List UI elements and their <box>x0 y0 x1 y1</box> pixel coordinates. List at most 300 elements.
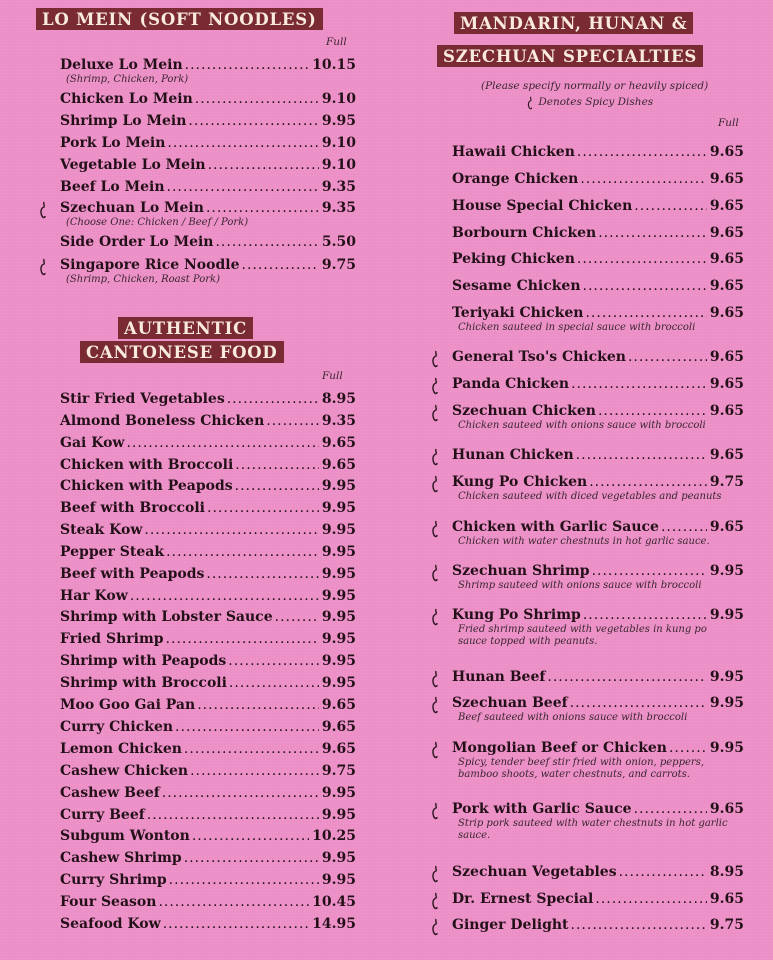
menu-item-row <box>452 562 744 580</box>
menu-item-price: 9.65 <box>709 376 744 392</box>
dot-leader <box>229 674 319 692</box>
dot-leader <box>628 348 707 366</box>
menu-item-name: Chicken Lo Mein <box>60 91 193 107</box>
menu-item-name: Moo Goo Gai Pan <box>60 697 196 713</box>
dot-leader <box>227 390 319 408</box>
menu-item-name: Curry Shrimp <box>60 872 167 888</box>
menu-item-price: 9.65 <box>709 801 744 817</box>
menu-item <box>60 112 356 132</box>
menu-item-description: Spicy, tender beef stir fried with onion, peppers, <box>458 757 704 768</box>
menu-item-row <box>452 170 744 188</box>
dot-leader <box>197 696 319 714</box>
pepper-icon <box>430 448 440 466</box>
menu-item-description: Strip pork sauteed with water chestnuts in hot garlic <box>458 818 728 829</box>
menu-item <box>452 375 744 395</box>
dot-leader <box>206 199 319 217</box>
menu-item-row <box>60 718 356 736</box>
menu-item-price: 9.75 <box>321 257 356 273</box>
menu-item-price: 9.65 <box>709 278 744 294</box>
menu-item <box>60 762 356 782</box>
menu-item-price: 9.95 <box>709 607 744 623</box>
menu-item-name: General Tso's Chicken <box>452 349 626 365</box>
menu-item-price: 8.95 <box>709 864 744 880</box>
dot-leader <box>634 800 707 818</box>
dot-leader <box>577 250 707 268</box>
menu-item-price: 10.45 <box>312 894 356 910</box>
specialties-header-line1: MANDARIN, HUNAN & <box>454 12 693 34</box>
menu-item-price: 9.10 <box>321 135 356 151</box>
menu-item-name: Subgum Wonton <box>60 828 190 844</box>
menu-item <box>452 277 744 297</box>
menu-item <box>452 348 744 368</box>
menu-item <box>60 156 356 176</box>
dot-leader <box>158 893 309 911</box>
menu-item-row <box>60 696 356 714</box>
lo-mein-full-label: Full <box>326 36 347 48</box>
menu-item-description: Chicken sauteed in special sauce with broccoli <box>458 322 696 333</box>
menu-item <box>452 890 744 910</box>
menu-item <box>60 784 356 804</box>
menu-item-name: Szechuan Chicken <box>452 403 596 419</box>
dot-leader <box>130 587 319 605</box>
dot-leader <box>185 56 310 74</box>
menu-item-price: 9.65 <box>709 305 744 321</box>
menu-item-name: Dr. Ernest Special <box>452 891 594 907</box>
menu-item <box>60 893 356 913</box>
dot-leader <box>598 402 707 420</box>
menu-item <box>60 718 356 738</box>
menu-item-name: Sesame Chicken <box>452 278 581 294</box>
pepper-icon <box>38 258 48 276</box>
menu-item-row <box>60 871 356 889</box>
menu-item <box>452 473 744 502</box>
menu-item-row <box>452 402 744 420</box>
menu-item-name: Beef with Broccoli <box>60 500 206 516</box>
menu-item-row <box>452 446 744 464</box>
menu-item-price: 9.65 <box>709 349 744 365</box>
menu-item-name: Gai Kow <box>60 435 125 451</box>
dot-leader <box>235 456 319 474</box>
pepper-icon <box>430 404 440 422</box>
menu-item-row <box>60 90 356 108</box>
menu-item-name: Steak Kow <box>60 522 143 538</box>
dot-leader <box>592 562 707 580</box>
menu-item-name: Teriyaki Chicken <box>452 305 584 321</box>
dot-leader <box>192 827 309 845</box>
menu-item <box>452 518 744 547</box>
menu-item-price: 9.65 <box>321 457 356 473</box>
menu-item-price: 14.95 <box>312 916 356 932</box>
menu-item-row <box>60 784 356 802</box>
dot-leader <box>547 668 707 686</box>
menu-item-price: 9.65 <box>709 403 744 419</box>
menu-item-price: 9.75 <box>709 474 744 490</box>
cantonese-full-label: Full <box>322 370 343 382</box>
menu-item-description: (Shrimp, Chicken, Pork) <box>66 74 189 85</box>
pepper-icon <box>430 350 440 368</box>
dot-leader <box>228 652 319 670</box>
menu-item <box>60 199 356 228</box>
menu-item-description: Fried shrimp sauteed with vegetables in kung po <box>458 624 707 635</box>
dot-leader <box>207 499 319 517</box>
menu-item <box>452 197 744 217</box>
menu-item <box>60 587 356 607</box>
menu-item <box>60 674 356 694</box>
dot-leader <box>188 112 318 130</box>
menu-item-description: sauce. <box>458 829 491 841</box>
menu-item-name: Chicken with Broccoli <box>60 457 234 473</box>
menu-item-name: Szechuan Shrimp <box>452 563 590 579</box>
menu-item <box>60 90 356 110</box>
menu-item <box>60 456 356 476</box>
pepper-icon <box>38 201 48 219</box>
menu-item <box>452 250 744 270</box>
pepper-icon <box>430 564 440 582</box>
menu-item <box>60 134 356 154</box>
menu-item-row <box>60 893 356 911</box>
menu-item-row <box>452 250 744 268</box>
menu-item <box>60 499 356 519</box>
menu-item <box>60 806 356 826</box>
menu-item-row <box>60 456 356 474</box>
menu-item <box>452 143 744 163</box>
dot-leader <box>583 606 707 624</box>
menu-item-name: Beef Lo Mein <box>60 179 165 195</box>
menu-item-row <box>60 256 356 274</box>
menu-item <box>452 170 744 190</box>
menu-item-price: 9.95 <box>709 740 744 756</box>
dot-leader <box>571 375 707 393</box>
menu-item-row <box>452 668 744 686</box>
dot-leader <box>242 256 319 274</box>
menu-item-price: 10.25 <box>312 828 356 844</box>
dot-leader <box>571 916 707 934</box>
menu-item-description: Beef sauteed with onions sauce with broccoli <box>458 712 688 723</box>
dot-leader <box>162 784 319 802</box>
menu-item <box>60 434 356 454</box>
menu-item-name: Kung Po Chicken <box>452 474 588 490</box>
dot-leader <box>661 518 707 536</box>
menu-item-name: Curry Chicken <box>60 719 174 735</box>
menu-item-name: Shrimp Lo Mein <box>60 113 187 129</box>
menu-item-name: Four Season <box>60 894 157 910</box>
menu-item-price: 9.10 <box>321 91 356 107</box>
menu-item-row <box>452 916 744 934</box>
menu-item <box>60 521 356 541</box>
menu-item-description: (Shrimp, Chicken, Roast Pork) <box>66 274 221 285</box>
menu-item <box>60 543 356 563</box>
menu-item-name: Ginger Delight <box>452 917 569 933</box>
menu-item-price: 9.65 <box>709 891 744 907</box>
menu-item-price: 9.95 <box>321 631 356 647</box>
dot-leader <box>167 134 318 152</box>
menu-item-row <box>60 915 356 933</box>
menu-item <box>60 390 356 410</box>
spicy-legend <box>525 96 653 110</box>
menu-item-price: 9.95 <box>709 563 744 579</box>
menu-item-price: 9.95 <box>321 872 356 888</box>
menu-item-description: Chicken sauteed with onions sauce with broccoli <box>458 420 706 431</box>
menu-item-name: Borbourn Chicken <box>452 225 597 241</box>
menu-item-row <box>452 800 744 818</box>
menu-item-price: 9.65 <box>321 741 356 757</box>
menu-item <box>60 740 356 760</box>
menu-item <box>452 224 744 244</box>
menu-item <box>452 446 744 466</box>
menu-item-name: Almond Boneless Chicken <box>60 413 265 429</box>
menu-item-price: 9.65 <box>709 251 744 267</box>
menu-item-row <box>452 473 744 491</box>
menu-item <box>60 696 356 716</box>
menu-item-name: Har Kow <box>60 588 128 604</box>
dot-leader <box>580 170 707 188</box>
cantonese-header-line1: AUTHENTIC <box>118 317 253 339</box>
menu-item-name: Lemon Chicken <box>60 741 182 757</box>
menu-item-row <box>60 630 356 648</box>
menu-item-row <box>60 827 356 845</box>
menu-item-row <box>60 134 356 152</box>
menu-item-row <box>60 608 356 626</box>
dot-leader <box>634 197 707 215</box>
cantonese-header-line2: CANTONESE FOOD <box>80 341 284 363</box>
pepper-icon <box>430 865 440 883</box>
menu-item <box>60 827 356 847</box>
menu-item-name: Peking Chicken <box>452 251 575 267</box>
dot-leader <box>166 543 319 561</box>
menu-item-name: Curry Beef <box>60 807 145 823</box>
menu-item-row <box>60 565 356 583</box>
menu-item-row <box>60 762 356 780</box>
menu-item-row <box>60 56 356 74</box>
pepper-icon <box>430 696 440 714</box>
menu-item-description: Chicken with water chestnuts in hot garlic sauce. <box>458 536 710 547</box>
menu-item-row <box>452 375 744 393</box>
menu-item-row <box>452 348 744 366</box>
menu-item-name: Seafood Kow <box>60 916 161 932</box>
menu-item-name: Cashew Shrimp <box>60 850 182 866</box>
dot-leader <box>583 277 707 295</box>
menu-item <box>60 477 356 497</box>
menu-item-price: 9.95 <box>321 478 356 494</box>
dot-leader <box>166 630 319 648</box>
menu-item-name: Vegetable Lo Mein <box>60 157 206 173</box>
dot-leader <box>570 694 707 712</box>
menu-item <box>452 562 744 591</box>
menu-item-row <box>452 143 744 161</box>
menu-item <box>60 256 356 285</box>
menu-item-price: 9.95 <box>321 609 356 625</box>
menu-item <box>60 630 356 650</box>
dot-leader <box>275 608 319 626</box>
menu-item-price: 9.35 <box>321 200 356 216</box>
menu-item <box>60 412 356 432</box>
menu-item-name: Side Order Lo Mein <box>60 234 214 250</box>
menu-item-price: 9.65 <box>321 435 356 451</box>
dot-leader <box>195 90 319 108</box>
dot-leader <box>595 890 707 908</box>
menu-item-price: 9.95 <box>321 500 356 516</box>
menu-item-price: 9.95 <box>321 807 356 823</box>
menu-item-price: 9.95 <box>321 588 356 604</box>
menu-item <box>60 233 356 253</box>
menu-item <box>60 608 356 628</box>
menu-item <box>452 304 744 333</box>
menu-item-row <box>452 224 744 242</box>
menu-item-price: 9.95 <box>321 653 356 669</box>
menu-item-name: Chicken with Garlic Sauce <box>452 519 659 535</box>
pepper-icon <box>430 475 440 493</box>
menu-item-name: Shrimp with Peapods <box>60 653 227 669</box>
menu-item <box>452 739 744 780</box>
menu-item-name: Cashew Beef <box>60 785 160 801</box>
dot-leader <box>669 739 707 757</box>
menu-item-row <box>452 277 744 295</box>
menu-item-price: 9.95 <box>321 522 356 538</box>
dot-leader <box>585 304 706 322</box>
menu-item-row <box>60 674 356 692</box>
menu-item <box>452 863 744 883</box>
menu-item-price: 10.15 <box>312 57 356 73</box>
menu-item-description: Chicken sauteed with diced vegetables and peanuts <box>458 491 722 502</box>
dot-leader <box>184 740 319 758</box>
menu-item-row <box>60 543 356 561</box>
menu-item-price: 9.95 <box>321 544 356 560</box>
spicy-legend-text: Denotes Spicy Dishes <box>538 96 654 108</box>
pepper-icon <box>430 892 440 910</box>
menu-item <box>452 606 744 647</box>
menu-item-name: Pork with Garlic Sauce <box>452 801 632 817</box>
menu-item-row <box>452 739 744 757</box>
menu-item-price: 9.95 <box>321 785 356 801</box>
dot-leader <box>619 863 707 881</box>
menu-item-row <box>60 849 356 867</box>
menu-item <box>452 694 744 723</box>
menu-item-name: Szechuan Lo Mein <box>60 200 204 216</box>
menu-item-price: 9.65 <box>709 225 744 241</box>
menu-item-row <box>60 740 356 758</box>
dot-leader <box>126 434 318 452</box>
pepper-icon <box>430 520 440 538</box>
menu-item-name: Beef with Peapods <box>60 566 205 582</box>
menu-item-name: Shrimp with Lobster Sauce <box>60 609 273 625</box>
menu-item <box>60 871 356 891</box>
menu-item-price: 9.95 <box>321 675 356 691</box>
dot-leader <box>144 521 319 539</box>
menu-item-row <box>452 304 744 322</box>
menu-item-name: Orange Chicken <box>452 171 579 187</box>
menu-item-row <box>60 412 356 430</box>
pepper-icon <box>525 96 535 110</box>
menu-item-row <box>452 197 744 215</box>
dot-leader <box>184 849 319 867</box>
menu-item-price: 9.65 <box>321 697 356 713</box>
menu-item-row <box>452 863 744 881</box>
menu-item <box>60 178 356 198</box>
menu-item-price: 9.95 <box>709 695 744 711</box>
menu-item-price: 8.95 <box>321 391 356 407</box>
dot-leader <box>266 412 319 430</box>
menu-item-price: 9.95 <box>321 566 356 582</box>
menu-item <box>452 402 744 431</box>
menu-item-name: Mongolian Beef or Chicken <box>452 740 667 756</box>
menu-item-row <box>452 606 744 624</box>
menu-item-name: Pepper Steak <box>60 544 165 560</box>
menu-item-name: Szechuan Beef <box>452 695 568 711</box>
menu-item-row <box>60 390 356 408</box>
menu-item-row <box>60 499 356 517</box>
menu-item <box>60 565 356 585</box>
dot-leader <box>163 915 309 933</box>
menu-item-price: 5.50 <box>321 234 356 250</box>
dot-leader <box>235 477 319 495</box>
specialties-full-label: Full <box>718 117 739 129</box>
menu-item-row <box>60 434 356 452</box>
menu-item-price: 9.95 <box>321 113 356 129</box>
menu-item-row <box>60 652 356 670</box>
menu-item-name: Shrimp with Broccoli <box>60 675 227 691</box>
menu-item-price: 9.65 <box>709 447 744 463</box>
menu-item-name: Kung Po Shrimp <box>452 607 581 623</box>
menu-item-row <box>60 199 356 217</box>
dot-leader <box>169 871 319 889</box>
menu-item-row <box>60 521 356 539</box>
pepper-icon <box>430 670 440 688</box>
menu-item-name: Hawaii Chicken <box>452 144 575 160</box>
dot-leader <box>147 806 319 824</box>
menu-item <box>60 849 356 869</box>
menu-item-price: 9.65 <box>321 719 356 735</box>
menu-item <box>452 916 744 936</box>
menu-item-name: Hunan Beef <box>452 669 546 685</box>
menu-item-name: Panda Chicken <box>452 376 570 392</box>
specialties-header-line2: SZECHUAN SPECIALTIES <box>437 45 703 67</box>
menu-item-price: 9.75 <box>709 917 744 933</box>
dot-leader <box>175 718 319 736</box>
menu-item <box>60 652 356 672</box>
pepper-icon <box>430 608 440 626</box>
dot-leader <box>577 143 707 161</box>
menu-item-name: Hunan Chicken <box>452 447 574 463</box>
menu-item-name: Pork Lo Mein <box>60 135 166 151</box>
menu-item-price: 9.65 <box>709 198 744 214</box>
dot-leader <box>206 565 319 583</box>
menu-item-name: Fried Shrimp <box>60 631 164 647</box>
menu-item-row <box>60 587 356 605</box>
menu-item-name: Szechuan Vegetables <box>452 864 617 880</box>
pepper-icon <box>430 802 440 820</box>
menu-item-price: 9.35 <box>321 413 356 429</box>
menu-item-row <box>60 806 356 824</box>
dot-leader <box>208 156 319 174</box>
menu-item-name: Deluxe Lo Mein <box>60 57 183 73</box>
menu-item-name: Stir Fried Vegetables <box>60 391 225 407</box>
pepper-icon <box>430 918 440 936</box>
menu-item-row <box>452 890 744 908</box>
menu-item <box>452 668 744 688</box>
menu-item-name: Chicken with Peapods <box>60 478 233 494</box>
menu-item-name: Cashew Chicken <box>60 763 189 779</box>
menu-item-price: 9.65 <box>709 171 744 187</box>
menu-item-name: Singapore Rice Noodle <box>60 257 240 273</box>
menu-item-description: bamboo shoots, water chestnuts, and carrots. <box>458 768 690 780</box>
menu-item-price: 9.65 <box>709 144 744 160</box>
menu-item-description: (Choose One: Chicken / Beef / Pork) <box>66 217 249 228</box>
spice-note: (Please specify normally or heavily spiced) <box>481 80 709 92</box>
menu-item-price: 9.95 <box>321 850 356 866</box>
menu-item-price: 9.10 <box>321 157 356 173</box>
menu-item-row <box>452 694 744 712</box>
menu-item-row <box>60 156 356 174</box>
